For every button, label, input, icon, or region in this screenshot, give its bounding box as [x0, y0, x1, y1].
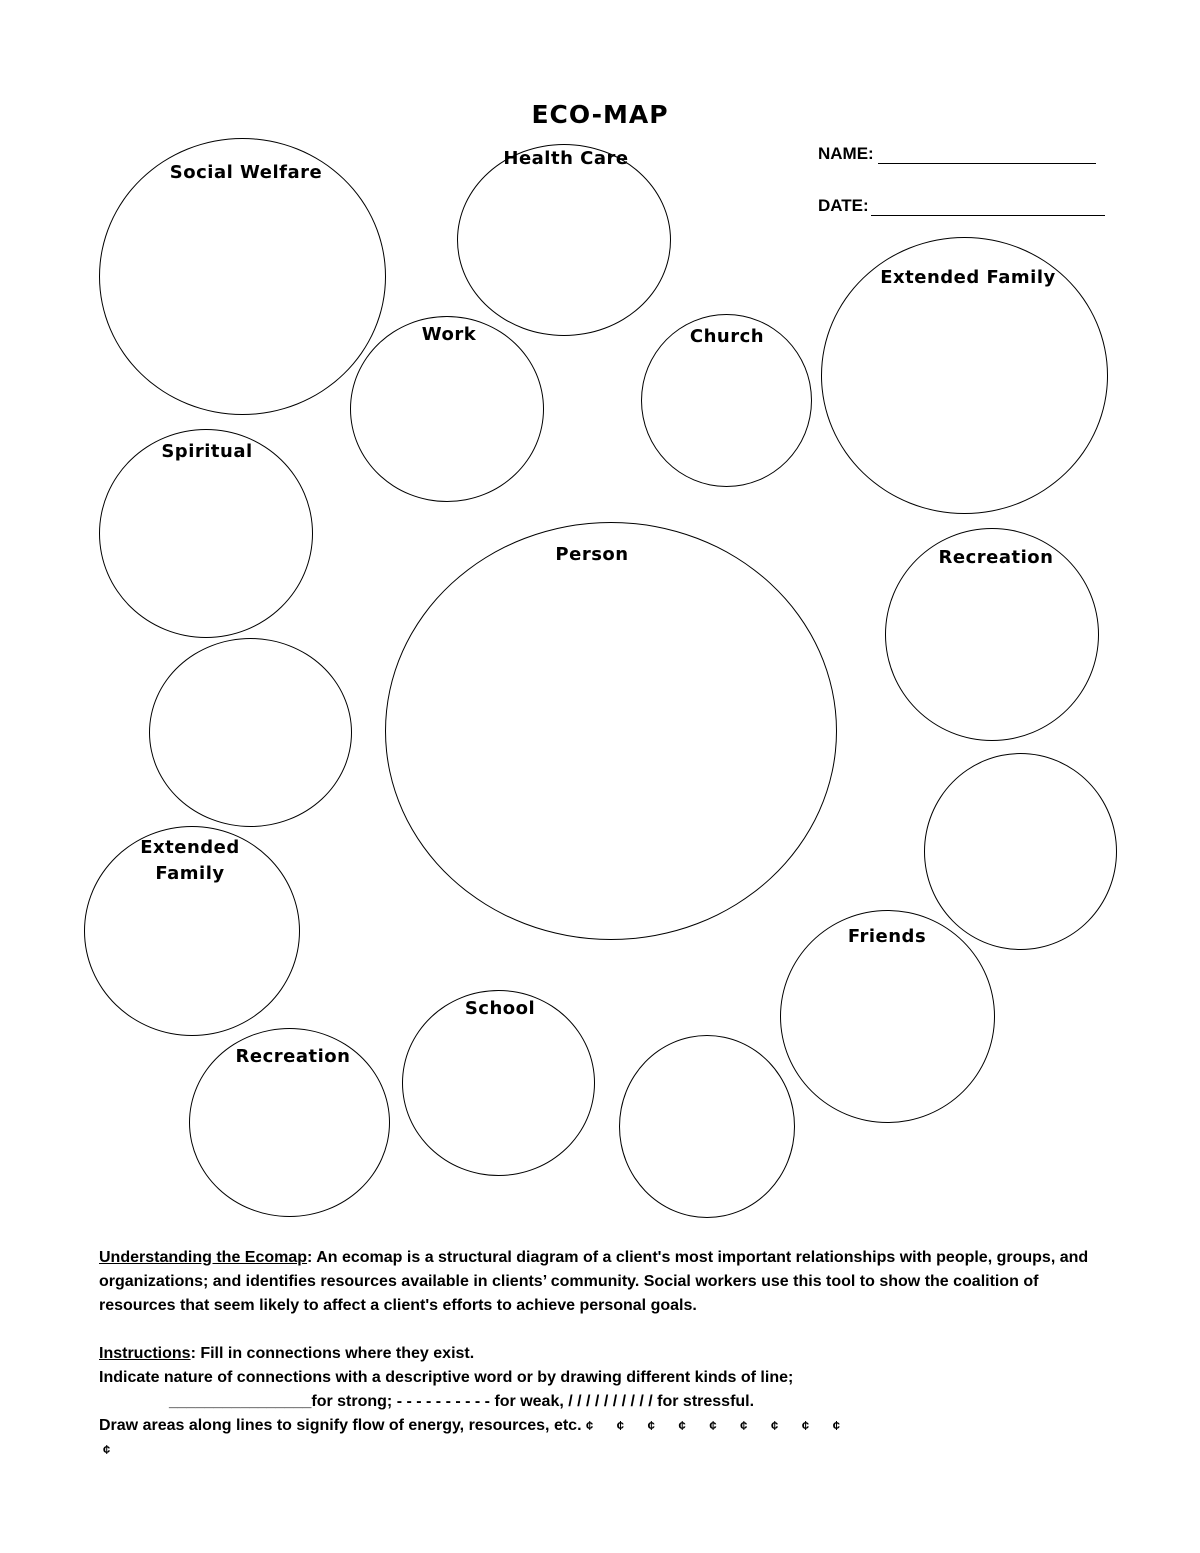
date-line[interactable] — [871, 197, 1105, 216]
recreation-bottom-label: Recreation — [235, 1046, 351, 1067]
instructions-heading: Instructions — [99, 1345, 191, 1362]
recreation-right-label: Recreation — [938, 547, 1054, 568]
name-line[interactable] — [878, 145, 1096, 164]
instructions-line-1: Instructions: Fill in connections where they exist. — [99, 1345, 475, 1362]
date-label: DATE: — [818, 196, 869, 215]
person-label: Person — [555, 544, 629, 565]
date-field[interactable] — [818, 196, 1105, 216]
instructions-block — [99, 1342, 1099, 1462]
strong-line-sample: ________________ — [169, 1393, 312, 1410]
extended-family-left-label: Extended Family — [140, 837, 240, 884]
stress-line-sample: / / / / / / / / / / — [568, 1393, 658, 1410]
understanding-paragraph — [99, 1246, 1099, 1318]
name-label: NAME: — [818, 144, 874, 163]
instructions-line-2: Indicate nature of connections with a descriptive word or by drawing different kinds of line; — [99, 1369, 794, 1386]
arrow-icons: ¢ ¢ ¢ ¢ ¢ ¢ ¢ ¢ ¢ — [585, 1418, 850, 1433]
social-welfare-label: Social Welfare — [169, 162, 323, 183]
weak-line-sample: - - - - - - - - - - — [396, 1393, 495, 1410]
person-circle[interactable] — [385, 522, 837, 940]
understanding-heading: Understanding the Ecomap — [99, 1249, 308, 1266]
extended-family-top-label: Extended Family — [880, 267, 1056, 288]
health-care-label: Health Care — [503, 148, 629, 169]
name-field[interactable] — [818, 144, 1096, 164]
spiritual-label: Spiritual — [161, 441, 253, 462]
arrow-icon: ¢ — [103, 1442, 121, 1457]
church-label: Church — [689, 326, 765, 347]
page-title: ECO-MAP — [531, 100, 669, 129]
instructions-line-3: ________________for strong; - - - - - - - - - - for weak, / / / / / / / / / / for stressful. — [169, 1393, 755, 1410]
health-care-circle[interactable] — [457, 144, 671, 336]
work-label: Work — [421, 324, 477, 345]
blank-circle-left[interactable] — [149, 638, 352, 827]
blank-circle-bottom[interactable] — [619, 1035, 795, 1218]
understanding-text: : An ecomap is a structural diagram of a client's most important relationships with people, groups, and organizations; and identifies resources available in clients’ community. Social workers use this tool to show the coalition of resources that seem likely to affect a client's efforts to achieve personal goals. — [99, 1249, 1089, 1314]
friends-label: Friends — [847, 926, 927, 947]
instructions-line-4: Draw areas along lines to signify flow of energy, resources, etc. ¢ ¢ ¢ ¢ ¢ ¢ ¢ ¢ ¢ — [99, 1417, 850, 1434]
school-label: School — [464, 998, 536, 1019]
blank-circle-right[interactable] — [924, 753, 1117, 950]
